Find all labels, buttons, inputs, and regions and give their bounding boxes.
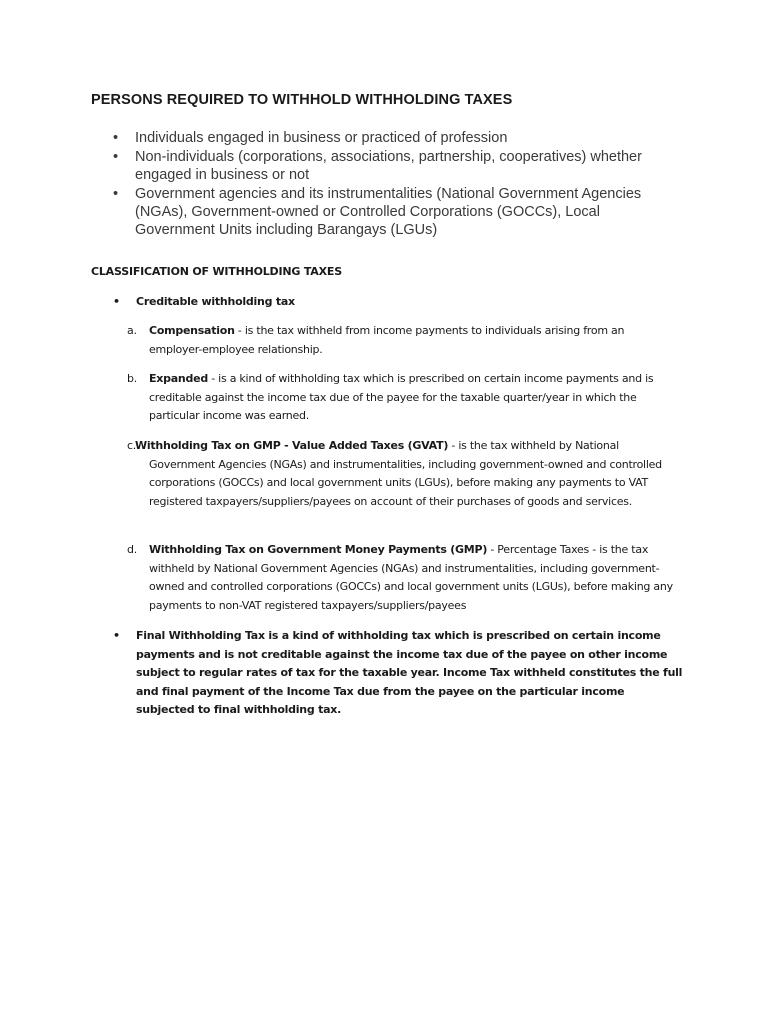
bullet-icon: • (113, 149, 119, 165)
bullet-icon: • (113, 629, 120, 642)
item-description: - is the tax withheld by National Government Agencies (NGAs) and instrumentalities, including government-owned and controlled corporations (GOCCs) and local government units (LGUs), before making any payments to VAT registered taxpayers/suppliers/payees on account of their purchases of goods and services. (149, 439, 662, 508)
creditable-item-gmp-percentage (127, 541, 687, 615)
creditable-item-compensation (127, 322, 667, 359)
item-marker: d. (127, 543, 137, 556)
item-description: - is a kind of withholding tax which is prescribed on certain income payments and is creditable against the income tax due of the payee for the taxable quarter/year in which the particular income was earned. (149, 372, 654, 422)
item-term: Expanded (149, 372, 208, 385)
item-term: Withholding Tax on GMP - Value Added Taxes (GVAT) (135, 439, 449, 452)
item-marker: c. (127, 439, 137, 452)
bullet-icon: • (113, 295, 120, 308)
item-term: Compensation (149, 324, 235, 337)
creditable-item-expanded (127, 370, 687, 426)
list-item-text: Government agencies and its instrumentalities (National Government Agencies (NGAs), Government-owned or Controlled Corporations (GOCCs), Local Government Units including Barangays (LGUs) (135, 186, 642, 238)
bullet-icon: • (113, 186, 119, 202)
final-term: Final Withholding Tax (136, 629, 265, 642)
list-item-text: Non-individuals (corporations, associations, partnership, cooperatives) whether engaged in business or not (135, 149, 642, 183)
section-title-classification: CLASSIFICATION OF WITHHOLDING TAXES (91, 265, 342, 278)
item-marker: b. (127, 372, 137, 385)
creditable-title: Creditable withholding tax (136, 295, 295, 308)
final-description: is a kind of withholding tax which is prescribed on certain income payments and is not creditable against the income tax due of the payee on other income subject to regular rates of tax for the taxable year. Income Tax withheld constitutes the full and final payment of the Income Tax due from the payee on the particular income subjected to final withholding tax. (136, 629, 683, 716)
list-item (113, 185, 673, 239)
item-description: - is the tax withheld from income payments to individuals arising from an employer-employee relationship. (149, 324, 625, 356)
item-term: Withholding Tax on Government Money Payments (GMP) (149, 543, 488, 556)
section-title-persons-required: PERSONS REQUIRED TO WITHHOLD WITHHOLDING TAXES (91, 92, 513, 108)
list-item (113, 129, 673, 147)
persons-required-list (113, 129, 673, 240)
list-item-text: Individuals engaged in business or practiced of profession (135, 130, 508, 146)
list-item (113, 148, 673, 184)
creditable-heading (113, 293, 673, 312)
item-description: - Percentage Taxes - is the tax withheld by National Government Agencies (NGAs) and instrumentalities, including government-owned and controlled corporations (GOCCs) and local government units (LGUs), before making any payments to non-VAT registered taxpayers/suppliers/payees (149, 543, 673, 612)
final-withholding-tax (113, 627, 683, 720)
bullet-icon: • (113, 130, 119, 146)
creditable-item-gvat (127, 437, 667, 511)
item-marker: a. (127, 324, 137, 337)
